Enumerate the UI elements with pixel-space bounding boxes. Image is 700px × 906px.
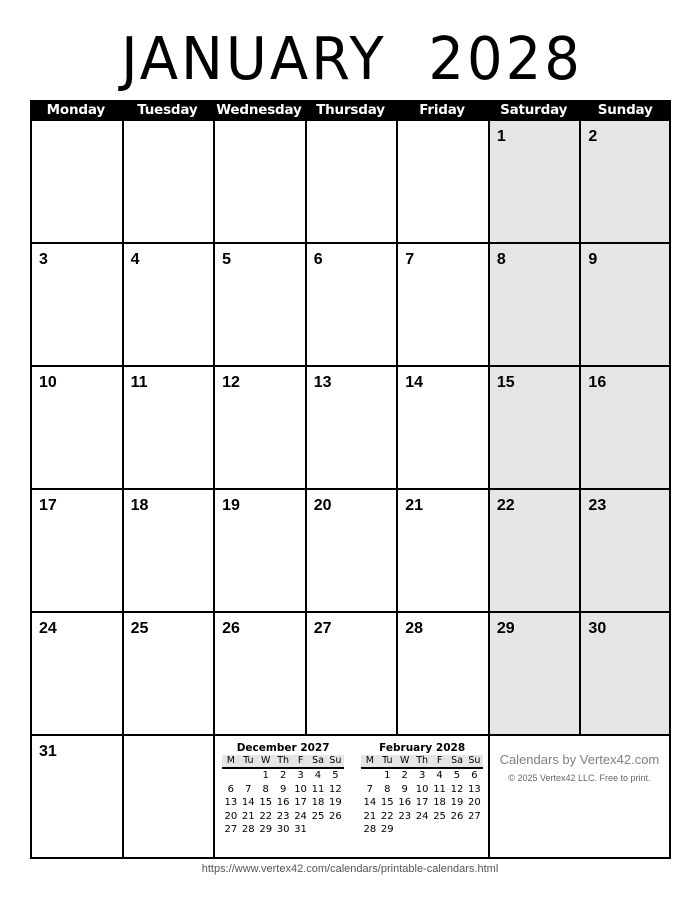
mini-day: 10 [415, 783, 429, 795]
mini-day: 15 [380, 797, 394, 808]
day-number: 22 [496, 497, 515, 514]
mini-day [240, 769, 257, 783]
mini-day: 1 [262, 770, 269, 781]
mini-day: 5 [332, 770, 339, 781]
mini-day: 1 [384, 770, 391, 781]
day-cell [30, 613, 122, 734]
day-number: 26 [222, 620, 240, 637]
day-cell-weekend [579, 613, 671, 734]
day-number: 5 [222, 251, 232, 268]
mini-calendar-title: December 2027 [236, 742, 330, 754]
mini-calendar-days [222, 769, 344, 837]
day-number: 23 [588, 497, 607, 514]
mini-weekday: Th [277, 755, 290, 766]
mini-day: 31 [294, 824, 307, 835]
day-cell [30, 490, 122, 611]
mini-weekday: M [365, 755, 374, 766]
day-number: 21 [405, 497, 424, 514]
mini-day: 26 [329, 810, 342, 822]
mini-weekday: Sa [451, 755, 463, 766]
day-cell [122, 367, 214, 488]
mini-day [222, 769, 239, 783]
day-cell [30, 244, 122, 365]
mini-day: 3 [418, 770, 426, 781]
day-cell [396, 367, 488, 488]
mini-weekday: Th [416, 755, 429, 766]
mini-day: 4 [314, 770, 322, 781]
week-row-4 [30, 490, 671, 613]
week-row-5 [30, 613, 671, 736]
mini-day: 25 [433, 810, 446, 822]
day-number: 27 [313, 620, 332, 637]
mini-weekday: Sa [312, 755, 324, 766]
weekday-friday: Friday [419, 102, 465, 118]
day-number: 19 [222, 497, 240, 514]
day-cell [396, 244, 488, 365]
day-cell [30, 736, 122, 857]
mini-weekday: W [400, 755, 410, 766]
mini-calendar-weekday-header [361, 755, 483, 769]
day-number: 4 [130, 251, 140, 268]
mini-day: 10 [294, 783, 307, 795]
day-number: 29 [496, 620, 515, 637]
day-number: 16 [588, 374, 607, 391]
mini-day: 6 [471, 770, 478, 781]
title-year: 2028 [428, 25, 583, 94]
mini-day: 16 [398, 797, 412, 808]
day-cell [122, 736, 214, 857]
mini-day: 26 [450, 810, 464, 822]
mini-day: 5 [453, 770, 461, 781]
mini-day: 8 [384, 783, 391, 795]
day-number: 13 [313, 374, 332, 391]
mini-day: 21 [363, 810, 377, 822]
day-number: 17 [39, 497, 57, 514]
mini-weekday: M [226, 755, 235, 766]
mini-day: 24 [294, 810, 307, 822]
week-row-3 [30, 367, 671, 490]
day-cell [305, 613, 397, 734]
mini-day: 28 [363, 824, 377, 835]
mini-day: 6 [227, 783, 235, 795]
mini-day: 29 [380, 824, 394, 835]
mini-day: 8 [262, 783, 269, 795]
mini-day [413, 823, 430, 837]
weekday-header-row [30, 100, 671, 121]
mini-day: 11 [311, 783, 325, 795]
mini-day: 3 [297, 770, 304, 781]
week-row-1 [30, 121, 671, 244]
branding-cell [488, 736, 671, 857]
mini-day [396, 823, 413, 837]
day-cell [122, 613, 214, 734]
day-number: 31 [39, 743, 57, 760]
mini-weekday: W [261, 755, 271, 766]
week-row-6 [30, 736, 671, 859]
weekday-monday: Monday [46, 102, 105, 118]
mini-day: 17 [415, 797, 429, 808]
mini-day: 25 [311, 810, 325, 822]
copyright-text: © 2025 Vertex42 LLC. Free to print. [508, 773, 651, 783]
day-cell [122, 490, 214, 611]
day-cell-weekend [488, 367, 580, 488]
mini-day: 9 [279, 783, 287, 795]
mini-day: 28 [241, 824, 255, 835]
mini-day: 7 [245, 783, 252, 795]
day-cell [30, 367, 122, 488]
mini-weekday: Tu [243, 755, 254, 766]
mini-day: 22 [259, 810, 273, 822]
day-cell-weekend [488, 490, 580, 611]
calendar-grid [30, 100, 671, 859]
week-row-2 [30, 244, 671, 367]
day-cell [305, 244, 397, 365]
day-number: 30 [588, 620, 607, 637]
day-number: 6 [313, 251, 323, 268]
day-number: 8 [496, 251, 506, 268]
mini-weekday: F [436, 755, 443, 766]
mini-day: 19 [450, 797, 464, 808]
day-cell [213, 490, 305, 611]
day-cell [305, 490, 397, 611]
mini-day: 20 [224, 810, 238, 822]
day-cell-weekend [488, 613, 580, 734]
day-cell [122, 244, 214, 365]
mini-weekday: Su [468, 755, 481, 766]
weekday-wednesday: Wednesday [216, 102, 302, 118]
mini-day: 29 [259, 824, 273, 835]
mini-weekday: Su [329, 755, 342, 766]
day-cell-weekend [488, 121, 580, 242]
mini-day: 27 [224, 824, 238, 835]
mini-day: 18 [311, 797, 325, 808]
mini-day: 18 [433, 797, 446, 808]
weekday-thursday: Thursday [316, 102, 385, 118]
weekday-saturday: Saturday [500, 102, 568, 118]
mini-day: 17 [294, 797, 307, 808]
mini-calendar-days [361, 769, 483, 837]
day-cell [396, 121, 488, 242]
day-cell [305, 121, 397, 242]
mini-calendar-december [222, 741, 344, 837]
mini-day [448, 823, 465, 837]
mini-calendar-february [361, 741, 483, 837]
mini-day: 4 [436, 770, 443, 781]
mini-day: 16 [276, 797, 290, 808]
day-number: 14 [405, 374, 424, 391]
day-cell [213, 367, 305, 488]
mini-day: 27 [468, 810, 481, 822]
day-number: 3 [39, 251, 48, 268]
mini-day: 11 [433, 783, 446, 795]
day-cell-weekend [579, 244, 671, 365]
day-cell [30, 121, 122, 242]
day-number: 9 [588, 251, 598, 268]
day-cell [213, 244, 305, 365]
page-title [0, 22, 700, 98]
mini-day: 23 [276, 810, 290, 822]
day-number: 10 [39, 374, 57, 391]
day-number: 11 [130, 374, 148, 391]
footer-url: https://www.vertex42.com/calendars/printable-calendars.html [201, 863, 499, 875]
mini-day: 14 [363, 797, 377, 808]
day-number: 18 [130, 497, 149, 514]
mini-day: 24 [415, 810, 429, 822]
mini-day: 20 [468, 797, 481, 808]
day-cell [396, 490, 488, 611]
mini-day: 13 [468, 783, 481, 795]
mini-weekday: Tu [382, 755, 393, 766]
mini-day: 22 [380, 810, 394, 822]
day-cell [396, 613, 488, 734]
mini-day: 2 [401, 770, 408, 781]
day-cell-weekend [488, 244, 580, 365]
day-number: 24 [39, 620, 57, 637]
day-cell [122, 121, 214, 242]
day-cell-weekend [579, 367, 671, 488]
day-number: 2 [588, 128, 598, 145]
mini-day: 19 [329, 797, 342, 808]
day-cell-weekend [579, 121, 671, 242]
mini-day: 30 [276, 824, 290, 835]
day-number: 1 [496, 128, 506, 145]
day-number: 20 [313, 497, 332, 514]
mini-day: 23 [398, 810, 412, 822]
day-number: 15 [496, 374, 515, 391]
day-cell-weekend [579, 490, 671, 611]
weekday-sunday: Sunday [597, 102, 653, 118]
day-cell [213, 121, 305, 242]
mini-weekday: F [297, 755, 304, 766]
mini-day: 9 [401, 783, 408, 795]
mini-day [327, 823, 344, 837]
title-month: JANUARY [121, 25, 387, 94]
day-cell [305, 367, 397, 488]
mini-day: 13 [224, 797, 238, 808]
mini-calendars-cell [213, 736, 488, 857]
mini-day: 12 [450, 783, 464, 795]
weekday-tuesday: Tuesday [137, 102, 198, 118]
mini-calendar-weekday-header [222, 755, 344, 769]
day-number: 7 [405, 251, 415, 268]
day-number: 12 [222, 374, 240, 391]
mini-calendar-title: February 2028 [379, 742, 466, 754]
mini-day: 15 [259, 797, 273, 808]
mini-day [466, 823, 483, 837]
brand-text: Calendars by Vertex42.com [499, 752, 660, 767]
mini-day: 2 [279, 770, 287, 781]
mini-day [431, 823, 448, 837]
day-cell [213, 613, 305, 734]
mini-day: 12 [329, 783, 342, 795]
mini-day: 21 [241, 810, 255, 822]
mini-day [361, 769, 378, 783]
day-number: 28 [405, 620, 424, 637]
day-number: 25 [130, 620, 149, 637]
mini-day: 7 [366, 783, 374, 795]
mini-day [309, 823, 326, 837]
mini-day: 14 [241, 797, 255, 808]
